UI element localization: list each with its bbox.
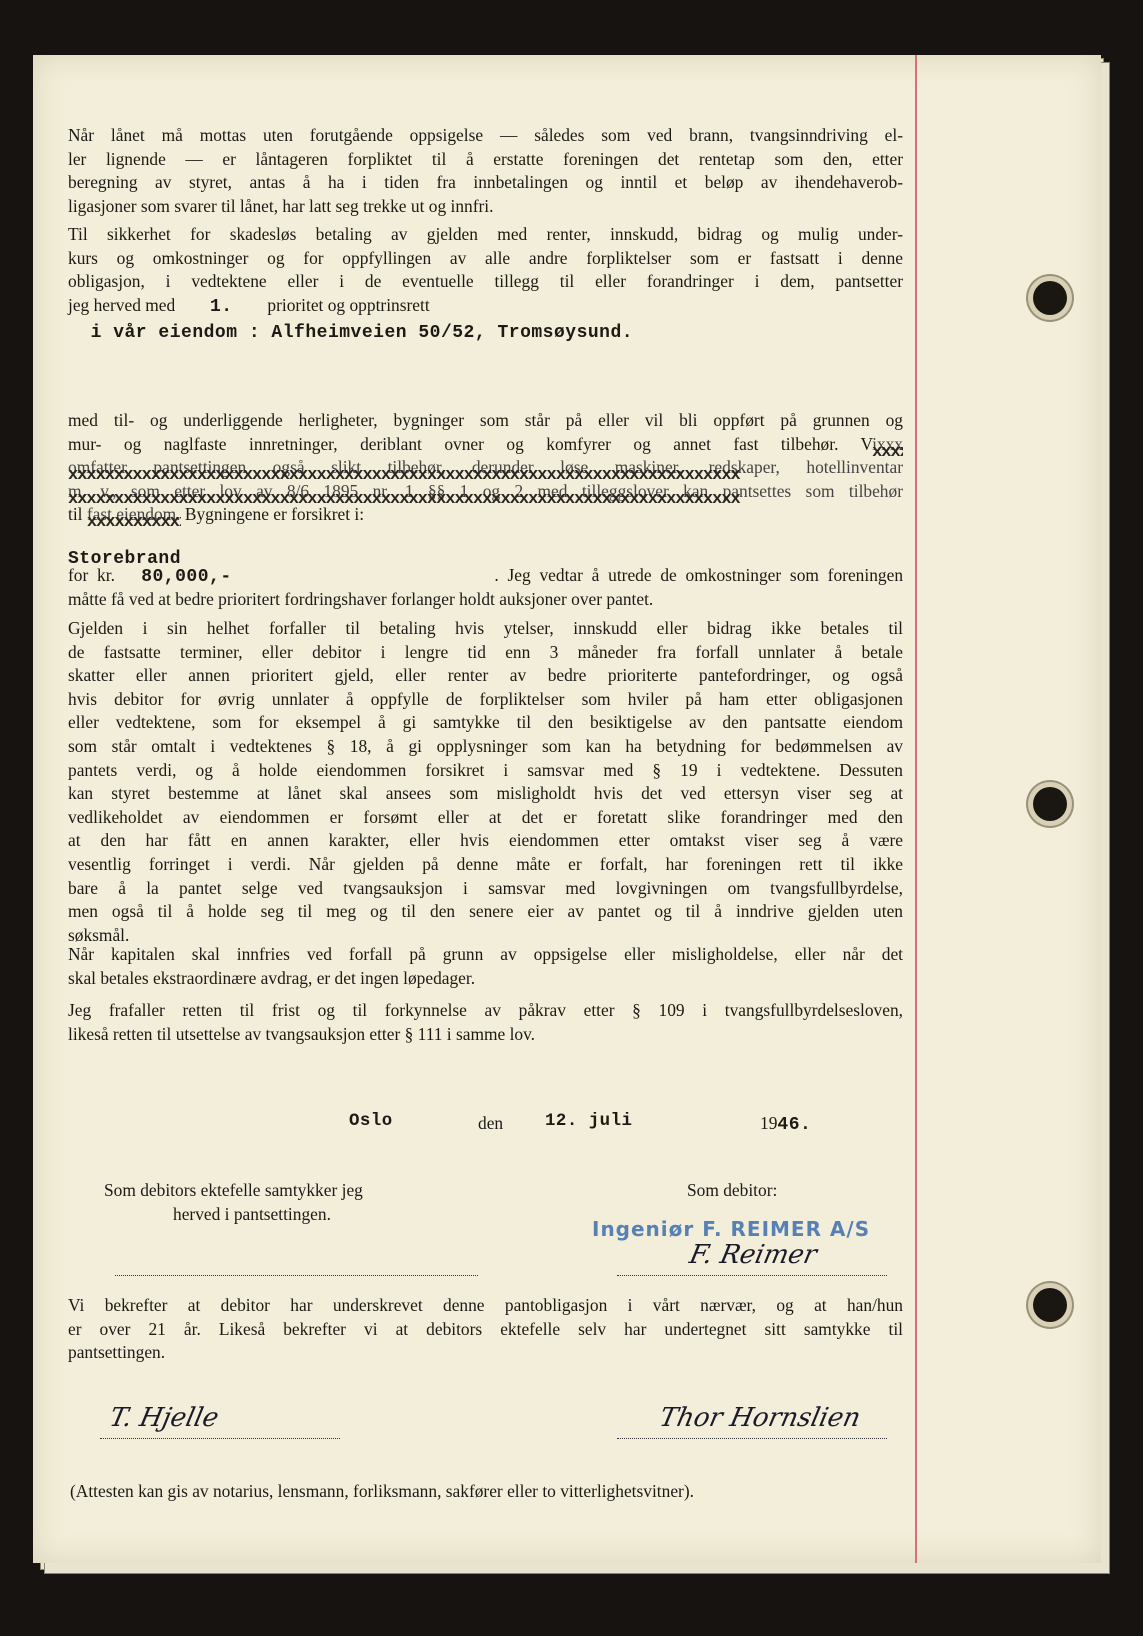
printed-text: vedlikeholdet av eiendommen er forsømt eller at det er foretatt slike forandringer med den — [68, 806, 903, 827]
text-line — [68, 1318, 903, 1342]
text-line — [68, 711, 903, 735]
printed-text: jeg herved med — [68, 294, 210, 315]
printed-text: skal betales ekstraordinære avdrag, er det ingen løpedager. — [68, 967, 476, 988]
struck-text: fast eiendom. xxxxxxxxxxxxxxxxxxxxxxxxxxxxxxxxxxxxxxxxxxxxxxxxxxxxxxxxxxxxxxxxxxxxxxxxx — [87, 504, 181, 524]
spouse-consent-line1: Som debitors ektefelle samtykker jeg — [104, 1180, 363, 1200]
paragraph-redemption — [68, 943, 903, 990]
printed-text: som står omtalt i vedtektenes § 18, å gi opplysninger som kan ha betydning for bedømmelsen av — [68, 735, 903, 756]
printed-text: bare å la pantet selge ved tvangsauksjon i samsvar med lovgivningen om tvangsfullbyrdelse, — [68, 877, 903, 898]
text-line — [68, 853, 903, 877]
typed-text: 1. — [209, 296, 233, 317]
text-line — [68, 900, 903, 924]
printed-text: kurs og omkostninger og for oppfyllingen av alle andre forpliktelser som er fastsatt i denne — [68, 247, 903, 268]
printed-text: Når lånet må mottas uten forutgående oppsigelse — således som ved brann, tvangsinndriving el- — [68, 125, 903, 145]
text-line — [68, 564, 903, 588]
struck-text: omfatter pantsettingen også slikt tilbehør, derunder løse maskiner, redskaper, hotellinventar xxxxxxxxxxxxxxxxxxxxxxxxxxxxxxxxxxxxxxxxxxxxxxxxxxxxxxxxxxxxxxxxxxxxxxxxx — [68, 457, 903, 477]
printed-text: hvis debitor for øvrig unnlater å oppfylle de forpliktelser som hviler på ham etter obligasjonen — [68, 688, 903, 709]
year-prefix: 19 — [760, 1113, 778, 1133]
text-line — [68, 294, 903, 318]
printed-text: . Jeg vedtar å utrede de omkostninger som foreningen — [231, 565, 904, 585]
footer-note: (Attesten kan gis av notarius, lensmann, forliksmann, sakfører eller to vitterlighetsvitner). — [70, 1481, 694, 1501]
text-line — [68, 223, 903, 247]
printed-text: Gjelden i sin helhet forfaller til betaling hvis ytelser, innskudd eller bidrag ikke betales til — [68, 618, 903, 638]
printed-text: søksmål. — [68, 924, 130, 945]
printed-text: men også til å holde seg til meg og til den senere eier av pantet og til å inndrive gjelden uten — [68, 901, 903, 922]
punch-hole — [1033, 281, 1067, 315]
text-line — [68, 320, 903, 344]
witness-signature-right: Thor Hornslien — [656, 1403, 864, 1433]
text-line — [68, 943, 903, 967]
text-line — [68, 877, 903, 901]
printed-text: beregning av styret, antas å ha i tiden fra innbetalingen og inntil et beløp av ihendehaverob- — [68, 172, 903, 193]
witness-line-left — [100, 1438, 340, 1439]
text-line — [68, 641, 903, 665]
printed-text: likeså retten til utsettelse av tvangsauksjon etter § 111 i samme lov. — [68, 1023, 536, 1044]
date-place: Oslo — [349, 1112, 393, 1131]
paragraph-insurance-amount — [68, 564, 903, 611]
text-line — [68, 1294, 903, 1318]
printed-text: pantets verdi, og å holde eiendommen forsikret i samsvar med § 19 i vedtektene. Dessuten — [68, 759, 903, 780]
company-stamp: Ingeniør F. REIMER A/S — [592, 1217, 871, 1241]
text-line — [68, 247, 903, 271]
text-line — [68, 617, 903, 641]
printed-text: kan styret bestemme at lånet skal ansees som misligholdt hvis det ved ettersyn viser seg at — [68, 783, 903, 804]
printed-text: Til sikkerhet for skadesløs betaling av gjelden med renter, innskudd, bidrag og mulig under- — [68, 224, 903, 244]
printed-text: at den har fått en annen karakter, eller hvis eiendommen etter omtakst viser seg å være — [68, 830, 903, 851]
struck-text: m. v., som etter lov av 8/6 1895 nr. 1 §§ 1 og 2 med tilleggslover kan pantsettes som tilbehør xxxxxxxxxxxxxxxxxxxxxxxxxxxxxxxxxxxxxxxxxxxxxxxxxxxxxxxxxxxxxxxxxxxxxxxxx — [68, 481, 903, 501]
text-line — [68, 688, 903, 712]
printed-text: eller vedtektene, som for eksempel å gi samtykke til den besiktigelse av den pantsatte eiendom — [68, 712, 903, 733]
text-line — [68, 480, 903, 504]
printed-text: ligasjoner som svarer til lånet, har latt seg trekke ut og innfri. — [68, 195, 494, 216]
date-day-month: 12. juli — [545, 1112, 633, 1131]
witness-line-right — [617, 1438, 887, 1439]
paragraph-witness-confirmation — [68, 1294, 903, 1365]
printed-text: obligasjon, i vedtektene eller i de eventuelle tillegg til eller forandringer i dem, pantsetter — [68, 271, 903, 292]
text-line — [68, 806, 903, 830]
printed-text: pantsettingen. — [68, 1342, 166, 1363]
punch-hole — [1033, 787, 1067, 821]
text-line — [68, 1023, 903, 1047]
margin-line — [915, 55, 917, 1563]
text-line — [68, 759, 903, 783]
spouse-signature-line — [115, 1275, 478, 1276]
text-line — [68, 999, 903, 1023]
printed-text: for kr. — [68, 565, 142, 585]
printed-text: prioritet og opptrinsrett — [232, 294, 430, 315]
printed-text: mur- og naglfaste innretninger, deriblant ovner og komfyrer og annet fast tilbehør. V — [68, 433, 873, 454]
typed-text: 80,000,- — [141, 567, 232, 587]
paragraph-security — [68, 223, 903, 317]
spouse-consent-line2: herved i pantsettingen. — [173, 1204, 331, 1224]
text-line — [68, 433, 903, 457]
paragraph-waiver — [68, 999, 903, 1046]
printed-text: Vi bekrefter at debitor har underskrevet denne pantobligasjon i vårt nærvær, og at han/hun — [68, 1295, 903, 1315]
printed-text: er over 21 år. Likeså bekrefter vi at debitors ektefelle selv har undertegnet sitt samtykke til — [68, 1318, 903, 1339]
text-line — [68, 195, 903, 219]
debtor-label: Som debitor: — [687, 1180, 778, 1200]
printed-text: måtte få ved at bedre prioritert fordringshaver forlanger holdt auksjoner over pantet. — [68, 588, 654, 609]
text-line — [68, 967, 903, 991]
text-line — [68, 148, 903, 172]
text-line — [68, 171, 903, 195]
printed-text: til — [68, 504, 87, 525]
text-line — [68, 588, 903, 612]
paragraph-appurtenances — [68, 409, 903, 527]
text-line — [68, 124, 903, 148]
text-line — [68, 409, 903, 433]
paragraph-early-repayment — [68, 124, 903, 218]
typed-text: Storebrand — [68, 549, 182, 569]
paragraph-default — [68, 617, 903, 947]
text-line — [68, 270, 903, 294]
printed-text: Når kapitalen skal innfries ved forfall på grunn av oppsigelse eller misligholdelse, eller når det — [68, 944, 903, 964]
text-line — [68, 456, 903, 480]
printed-text: vesentlig forringet i verdi. Når gjelden på denne måte er forfalt, har foreningen rett til ikke — [68, 853, 903, 874]
debtor-signature-line — [617, 1275, 887, 1276]
debtor-signature: F. Reimer — [686, 1240, 820, 1270]
date-den: den — [478, 1113, 504, 1133]
text-line — [68, 735, 903, 759]
printed-text: skatter eller annen prioritert gjeld, eller renter av bedre prioriterte pantefordringer, og også — [68, 665, 903, 686]
text-line — [68, 829, 903, 853]
printed-text: de fastsatte terminer, eller debitor i lengre tid enn 3 måneder fra forfall unnlater å betale — [68, 641, 903, 662]
text-line — [68, 664, 903, 688]
typed-text: i vår eiendom : Alfheimveien 50/52, Tromsøysund. — [68, 323, 634, 343]
struck-text: ixxx xxxxxxxxxxxxxxxxxxxxxxxxxxxxxxxxxxxxxxxxxxxxxxxxxxxxxxxxxxxxxxxxxxxxxxxxx — [872, 434, 903, 454]
printed-text: med til- og underliggende herligheter, bygninger som står på eller vil bli oppført på grunnen og — [68, 410, 903, 430]
punch-hole — [1033, 1288, 1067, 1322]
printed-text: Bygningene er forsikret i: — [180, 504, 365, 525]
year-suffix: 46. — [777, 1115, 812, 1135]
text-line — [68, 782, 903, 806]
witness-signature-left: T. Hjelle — [106, 1403, 222, 1433]
printed-text: Jeg frafaller retten til frist og til forkynnelse av påkrav etter § 109 i tvangsfullbyrdelsesloven, — [68, 1000, 903, 1020]
date-year — [760, 1113, 811, 1135]
property-address — [68, 320, 903, 344]
text-line — [68, 1341, 903, 1365]
printed-text: ler lignende — er låntageren forpliktet til å erstatte foreningen det rentetap som den, etter — [68, 148, 903, 169]
